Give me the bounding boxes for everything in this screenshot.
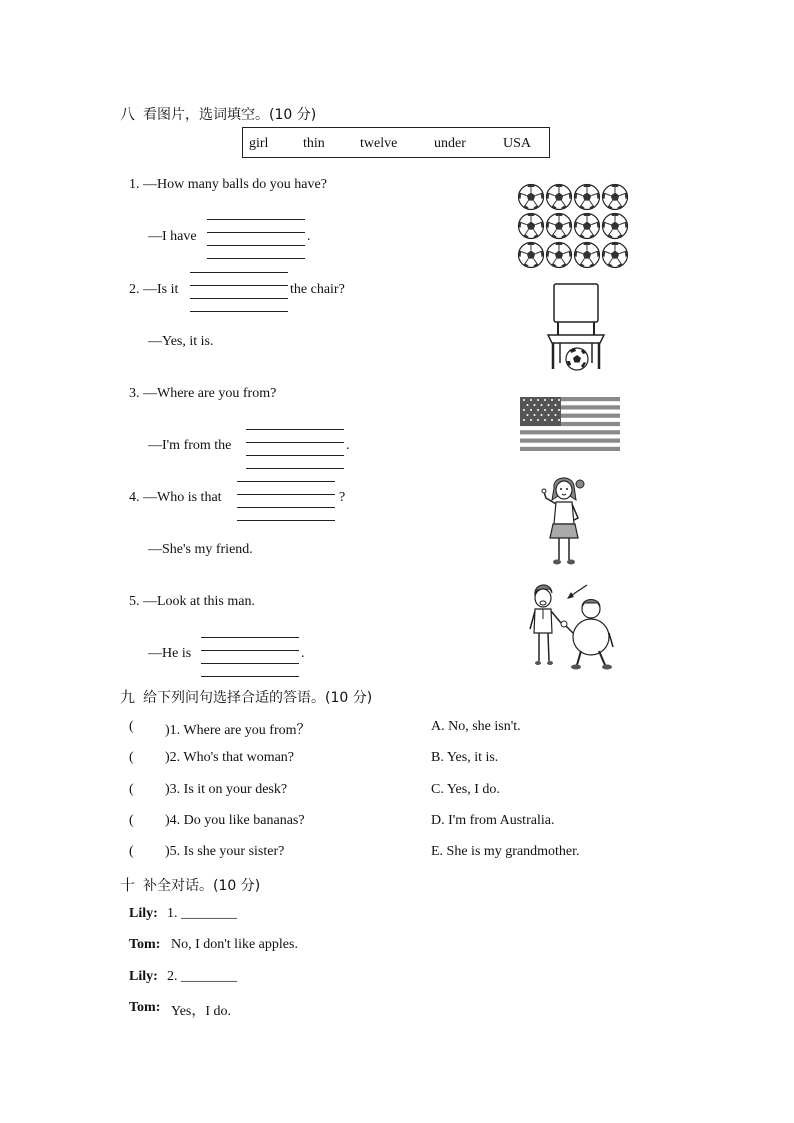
answer-4-text: —She's my friend. (148, 542, 253, 557)
word-bank-item: twelve (360, 136, 398, 151)
writing-line (207, 232, 305, 233)
matching-answer: D. I'm from Australia. (431, 813, 555, 828)
writing-line (246, 429, 344, 430)
matching-answer: C. Yes, I do. (431, 782, 500, 797)
answer-line-2[interactable] (190, 298, 288, 299)
answer-line-5[interactable] (201, 663, 299, 664)
answer-1-prefix: —I have (148, 229, 197, 244)
question-2-prefix: 2. —Is it (129, 282, 179, 297)
section-8-number: 八 (120, 105, 136, 123)
word-bank-box (242, 127, 550, 158)
matching-question: )1. Where are you from？ (165, 723, 311, 738)
question-5-text: 5. —Look at this man. (129, 594, 255, 609)
matching-question: )3. Is it on your desk? (165, 782, 288, 797)
word-bank-item: girl (249, 136, 269, 151)
question-2-suffix: the chair? (290, 282, 345, 297)
answer-line-3[interactable] (246, 455, 344, 456)
writing-line (190, 272, 288, 273)
writing-line (237, 481, 335, 482)
answer-2-text: —Yes, it is. (148, 334, 214, 349)
chair-with-ball-image (546, 281, 606, 373)
dialogue-speaker: Tom: (129, 1000, 161, 1015)
writing-line (237, 520, 335, 521)
section-8-title: 看图片，选词填空。(10 分) (143, 107, 317, 123)
dialogue-blank-2[interactable]: 2. ________ (167, 969, 237, 984)
dialogue-blank-1[interactable]: 1. ________ (167, 906, 237, 921)
matching-answer: B. Yes, it is. (431, 750, 499, 765)
usa-flag-image (520, 397, 620, 451)
question-1-text: 1. —How many balls do you have? (129, 177, 327, 192)
word-bank-item: USA (503, 136, 532, 151)
writing-line (201, 637, 299, 638)
soccer-balls-image (516, 183, 632, 269)
matching-question: )2. Who's that woman? (165, 750, 295, 765)
writing-line (190, 311, 288, 312)
question-4-prefix: 4. —Who is that (129, 490, 222, 505)
word-bank-item: under (434, 136, 466, 151)
writing-line (201, 676, 299, 677)
writing-line (201, 650, 299, 651)
section-9-title: 给下列问句选择合适的答语。(10 分) (143, 690, 373, 706)
writing-line (207, 219, 305, 220)
dialogue-speaker: Lily: (129, 969, 158, 984)
answer-paren: ( (129, 750, 134, 765)
answer-line-1[interactable] (207, 245, 305, 246)
section-9-number: 九 (120, 688, 136, 706)
dialogue-line: Yes，I do. (171, 1004, 232, 1019)
answer-1-suffix: . (307, 229, 311, 244)
answer-paren: ( (129, 719, 134, 734)
word-bank-item: thin (303, 136, 325, 151)
writing-line (237, 494, 335, 495)
writing-line (246, 442, 344, 443)
writing-line (207, 258, 305, 259)
section-10-title: 补全对话。(10 分) (143, 878, 261, 894)
writing-line (246, 468, 344, 469)
matching-answer: E. She is my grandmother. (431, 844, 580, 859)
question-3-text: 3. —Where are you from? (129, 386, 277, 401)
answer-paren: ( (129, 844, 134, 859)
dialogue-speaker: Tom: (129, 937, 161, 952)
answer-3-prefix: —I'm from the (148, 438, 232, 453)
answer-paren: ( (129, 813, 134, 828)
boy-and-man-image (525, 581, 617, 671)
matching-question: )5. Is she your sister? (165, 844, 285, 859)
answer-line-4[interactable] (237, 507, 335, 508)
dialogue-line: No, I don't like apples. (171, 937, 298, 952)
matching-answer: A. No, she isn't. (431, 719, 521, 734)
answer-5-suffix: . (301, 646, 305, 661)
question-4-suffix: ? (339, 490, 346, 505)
answer-5-prefix: —He is (148, 646, 192, 661)
matching-question: )4. Do you like bananas? (165, 813, 305, 828)
answer-paren: ( (129, 782, 134, 797)
answer-3-suffix: . (346, 438, 350, 453)
writing-line (190, 285, 288, 286)
section-10-number: 十 (120, 876, 136, 894)
girl-image (540, 474, 588, 570)
dialogue-speaker: Lily: (129, 906, 158, 921)
